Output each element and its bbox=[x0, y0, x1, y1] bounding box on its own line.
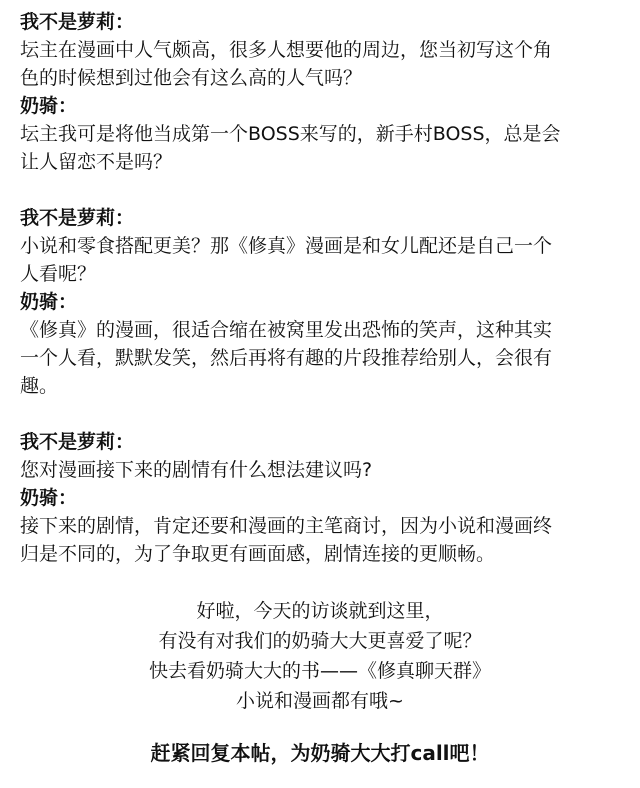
author-label: 奶骑： bbox=[20, 291, 78, 313]
interviewer-label: 我不是萝莉： bbox=[20, 431, 135, 453]
question-text: 小说和零食搭配更美？那《修真》漫画是和女儿配还是自己一个 人看呢？ bbox=[20, 235, 553, 285]
interviewer-label: 我不是萝莉： bbox=[20, 207, 135, 229]
closing-line: 好啦，今天的访谈就到这里， bbox=[196, 600, 444, 622]
qa-block-2 bbox=[20, 204, 620, 400]
interviewer-label: 我不是萝莉： bbox=[20, 11, 135, 33]
answer-text: 《修真》的漫画，很适合缩在被窝里发出恐怖的笑声，这种其实 一个人看，默默发笑，然后再将有趣的片段推荐给别人，会很有 趣。 bbox=[20, 319, 553, 397]
closing-line: 快去看奶骑大大的书——《修真聊天群》 bbox=[148, 660, 491, 682]
author-label: 奶骑： bbox=[20, 487, 78, 509]
closing-line: 有没有对我们的奶骑大大更喜爱了呢？ bbox=[158, 630, 482, 652]
question-text: 您对漫画接下来的剧情有什么想法建议吗? bbox=[20, 459, 373, 481]
qa-block-1 bbox=[20, 8, 620, 176]
answer-text: 接下来的剧情，肯定还要和漫画的主笔商讨，因为小说和漫画终 归是不同的，为了争取更有画面感，剧情连接的更顺畅。 bbox=[20, 515, 553, 565]
closing-line: 小说和漫画都有哦~ bbox=[236, 690, 404, 712]
call-to-action: 赶紧回复本帖，为奶骑大大打call吧！ bbox=[150, 741, 490, 765]
author-label: 奶骑： bbox=[20, 95, 78, 117]
closing-section bbox=[20, 596, 620, 716]
question-text: 坛主在漫画中人气颇高，很多人想要他的周边，您当初写这个角 色的时候想到过他会有这么高的人气吗？ bbox=[20, 39, 553, 89]
answer-text: 坛主我可是将他当成第一个BOSS来写的，新手村BOSS，总是会 让人留恋不是吗？ bbox=[20, 123, 561, 173]
qa-block-3 bbox=[20, 428, 620, 568]
